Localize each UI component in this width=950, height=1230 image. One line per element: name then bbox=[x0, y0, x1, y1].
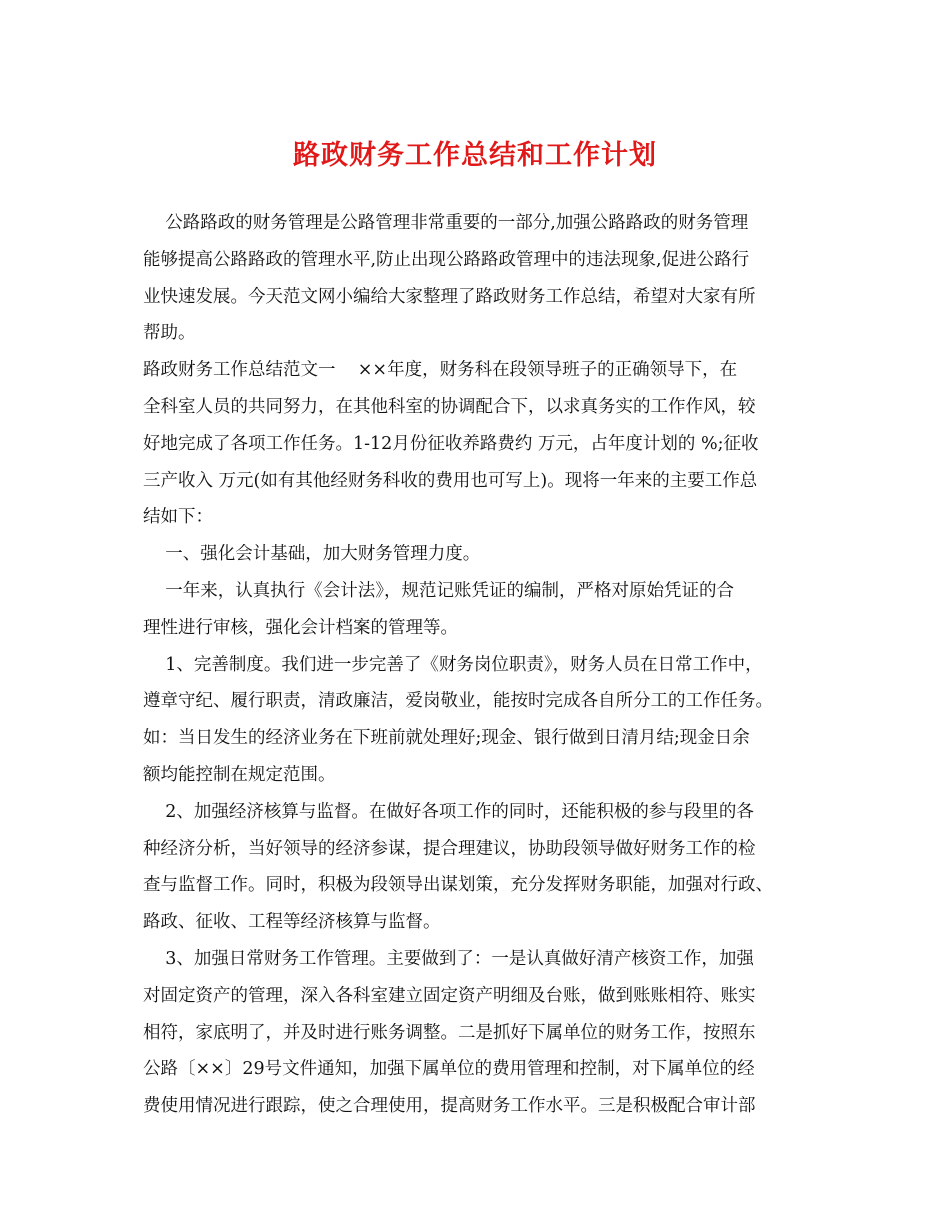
body-line: 相符，家底明了，并及时进行账务调整。二是抓好下属单位的财务工作，按照东 bbox=[143, 1022, 756, 1043]
body-line: 如：当日发生的经济业务在下班前就处理好;现金、银行做到日清月结;现金日余 bbox=[143, 728, 750, 749]
body-line: 能够提高公路路政的管理水平,防止出现公路路政管理中的违法现象,促进公路行 bbox=[143, 249, 750, 270]
body-line: 路政、征收、工程等经济核算与监督。 bbox=[143, 912, 441, 933]
body-line: 一、强化会计基础，加大财务管理力度。 bbox=[143, 544, 481, 565]
body-line: 1、完善制度。我们进一步完善了《财务岗位职责》，财务人员在日常工作中， bbox=[143, 654, 763, 675]
body-line: 对固定资产的管理，深入各科室建立固定资产明细及台账，做到账账相符、账实 bbox=[143, 985, 756, 1006]
body-line: 额均能控制在规定范围。 bbox=[143, 764, 336, 785]
body-line: 路政财务工作总结范文一 ××年度，财务科在段领导班子的正确领导下，在 bbox=[143, 360, 738, 381]
body-line: 一年来，认真执行《会计法》，规范记账凭证的编制，严格对原始凭证的合 bbox=[143, 580, 734, 601]
body-line: 好地完成了各项工作任务。1-12月份征收养路费约 万元，占年度计划的 %;征收 bbox=[143, 433, 759, 454]
body-line: 费使用情况进行跟踪，使之合理使用，提高财务工作水平。三是积极配合审计部 bbox=[143, 1096, 756, 1117]
body-line: 业快速发展。今天范文网小编给大家整理了路政财务工作总结，希望对大家有所 bbox=[143, 286, 756, 307]
body-line: 三产收入 万元(如有其他经财务科收的费用也可写上)。现将一年来的主要工作总 bbox=[143, 470, 758, 491]
body-line: 帮助。 bbox=[143, 323, 196, 344]
body-line: 公路〔××〕29号文件通知，加强下属单位的费用管理和控制，对下属单位的经 bbox=[143, 1059, 755, 1080]
document-title: 路政财务工作总结和工作计划 bbox=[293, 140, 657, 171]
body-line: 查与监督工作。同时，积极为段领导出谋划策，充分发挥财务职能，加强对行政、 bbox=[143, 875, 773, 896]
body-line: 理性进行审核，强化会计档案的管理等。 bbox=[143, 617, 458, 638]
body-line: 结如下： bbox=[143, 507, 213, 528]
body-line: 种经济分析，当好领导的经济参谋，提合理建议，协助段领导做好财务工作的检 bbox=[143, 838, 756, 859]
body-line: 遵章守纪、履行职责，清政廉洁，爱岗敬业，能按时完成各自所分工的工作任务。 bbox=[143, 691, 773, 712]
body-line: 2、加强经济核算与监督。在做好各项工作的同时，还能积极的参与段里的各 bbox=[143, 801, 754, 822]
body-line: 3、加强日常财务工作管理。主要做到了：一是认真做好清产核资工作，加强 bbox=[143, 948, 754, 969]
document-body bbox=[143, 205, 813, 1125]
body-line: 全科室人员的共同努力，在其他科室的协调配合下，以求真务实的工作作风，较 bbox=[143, 396, 756, 417]
body-line: 公路路政的财务管理是公路管理非常重要的一部分,加强公路路政的财务管理 bbox=[143, 213, 749, 233]
